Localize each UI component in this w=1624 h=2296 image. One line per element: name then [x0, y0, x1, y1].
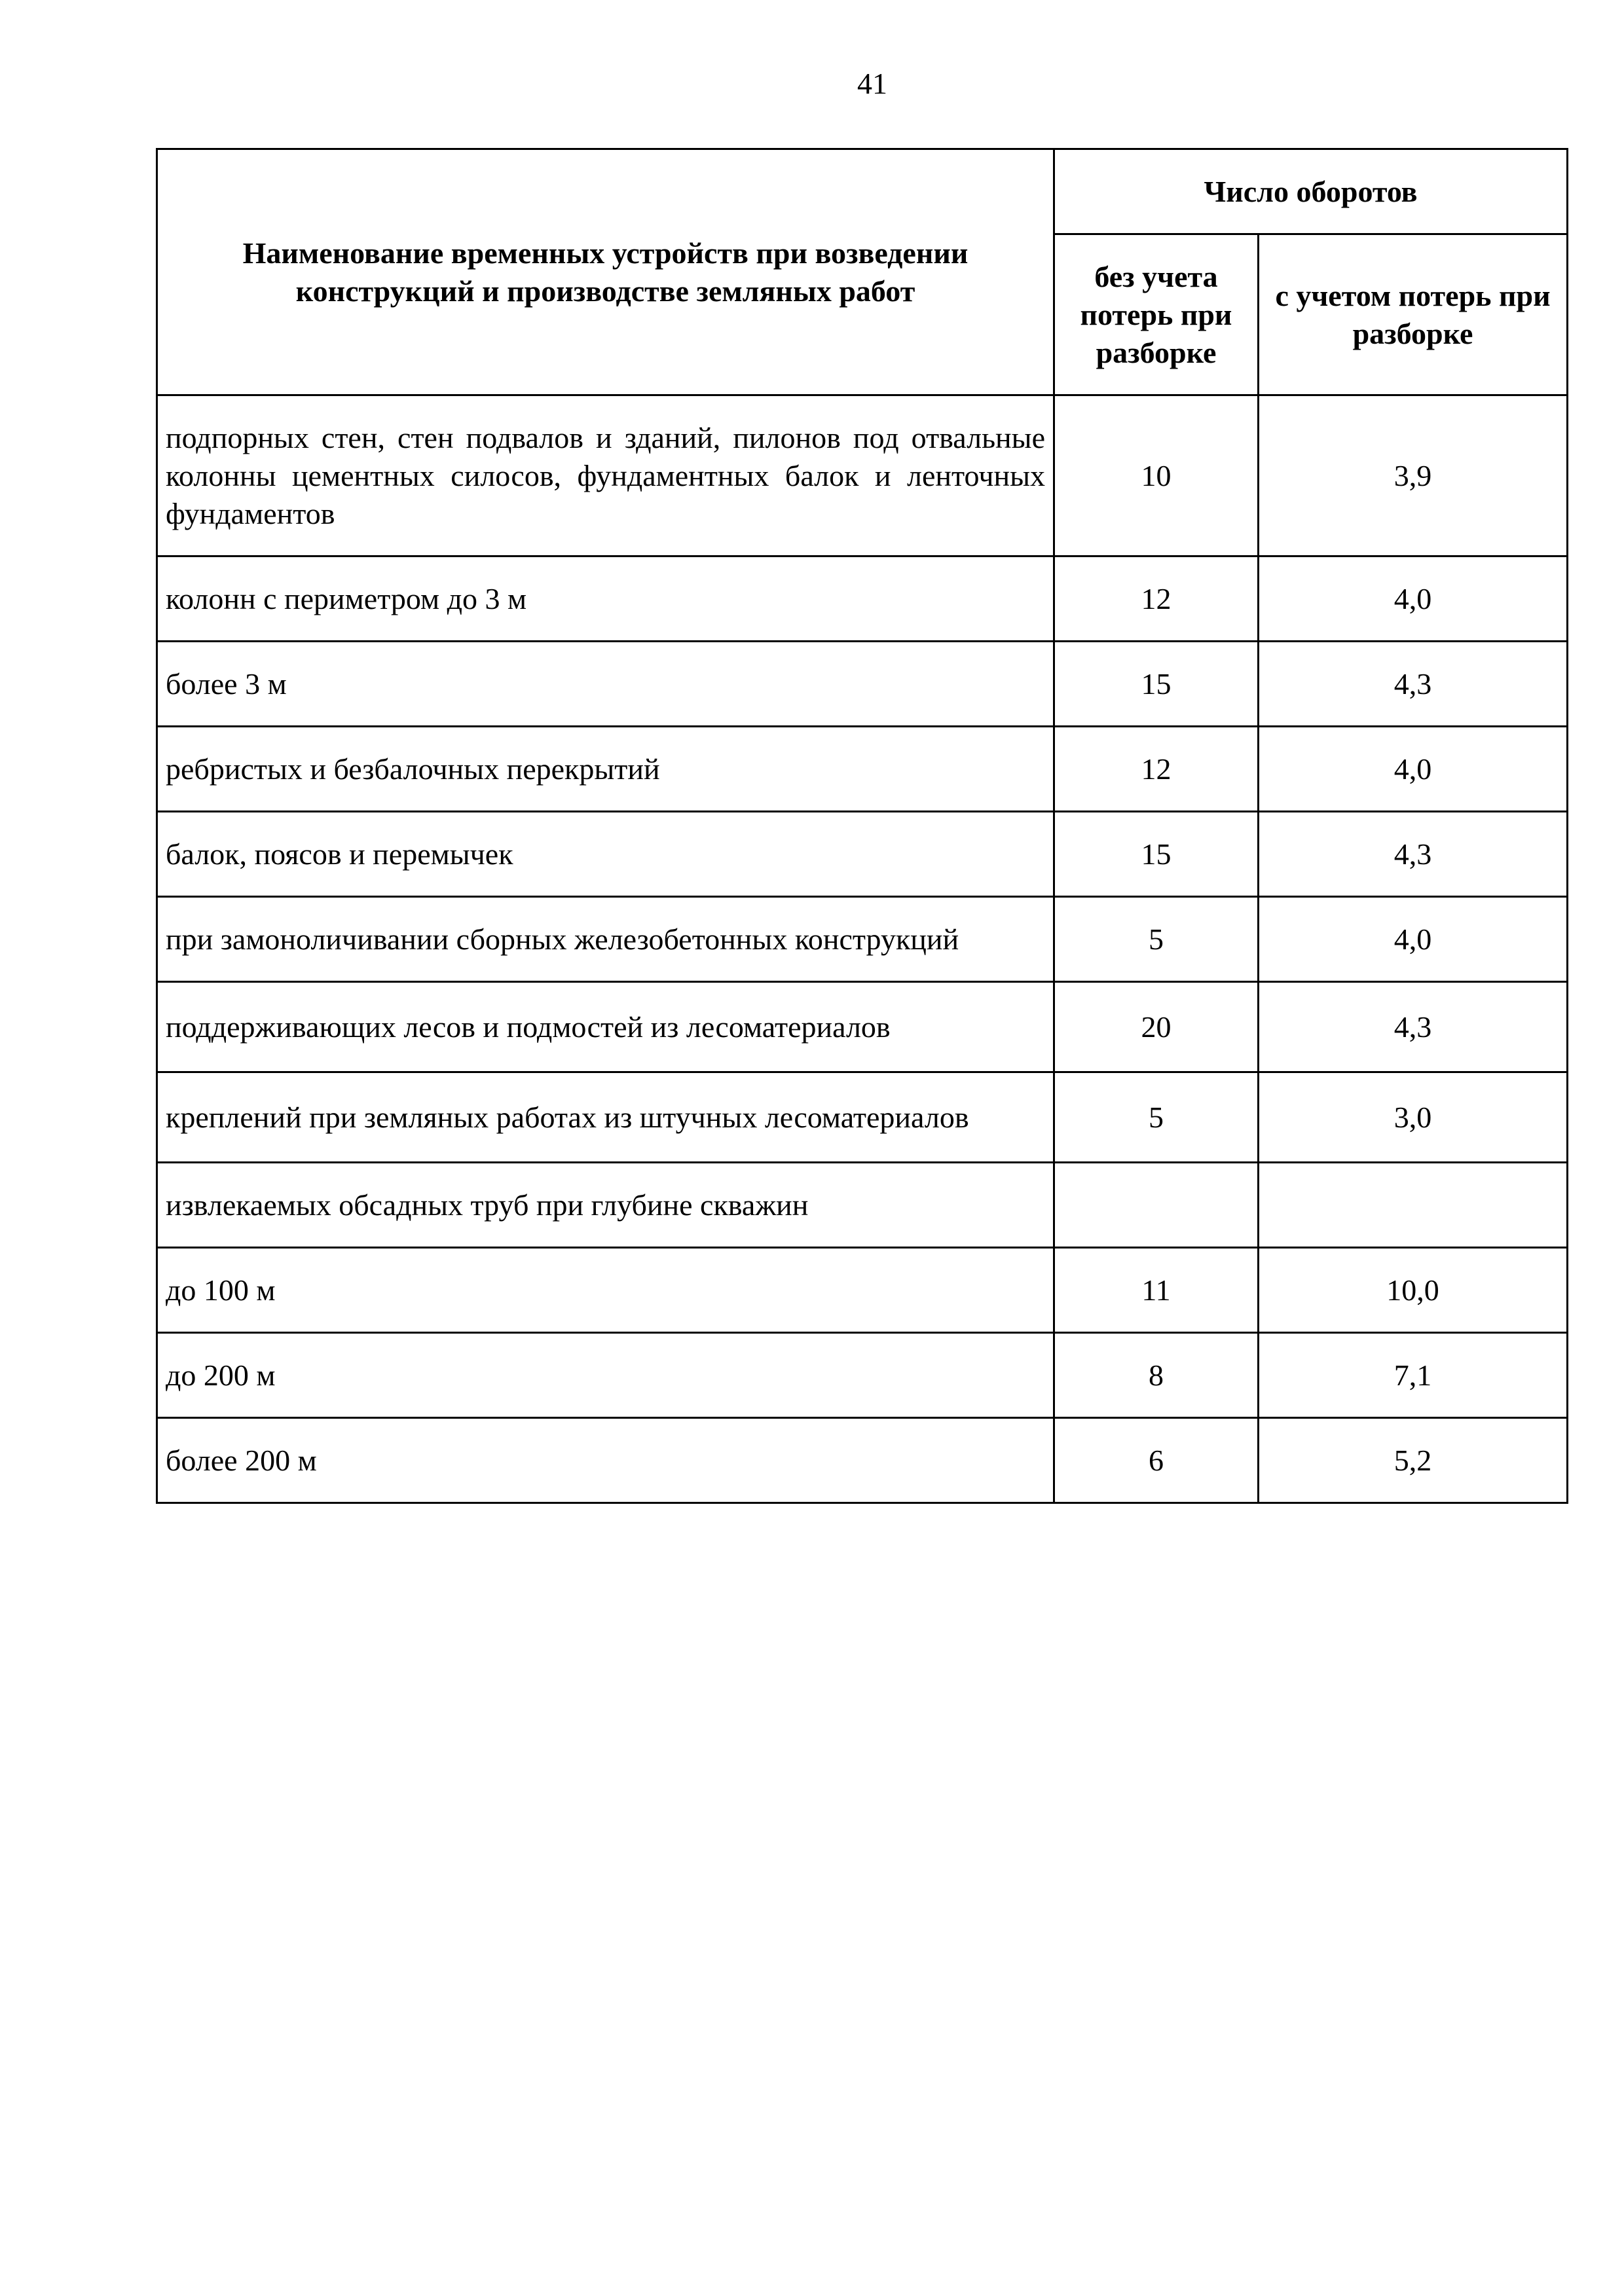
- row-name: до 200 м: [157, 1333, 1054, 1418]
- header-turnover-group: Число оборотов: [1054, 149, 1568, 234]
- row-name: до 100 м: [157, 1248, 1054, 1333]
- row-value-with-losses: 4,3: [1259, 982, 1568, 1072]
- row-value-with-losses: 4,0: [1259, 897, 1568, 982]
- row-value-without-losses: 12: [1054, 556, 1259, 642]
- row-value-with-losses: 3,9: [1259, 395, 1568, 556]
- row-value-with-losses: [1259, 1163, 1568, 1248]
- row-value-with-losses: 3,0: [1259, 1072, 1568, 1163]
- row-value-without-losses: 11: [1054, 1248, 1259, 1333]
- table-row: [157, 897, 1568, 982]
- row-value-without-losses: 8: [1054, 1333, 1259, 1418]
- row-value-without-losses: 10: [1054, 395, 1259, 556]
- header-without-losses: без учета потерь при разборке: [1054, 234, 1259, 395]
- row-name: поддерживающих лесов и подмостей из лесоматериалов: [157, 982, 1054, 1072]
- row-name: более 200 м: [157, 1418, 1054, 1503]
- row-value-with-losses: 10,0: [1259, 1248, 1568, 1333]
- table-row: [157, 1418, 1568, 1503]
- row-value-with-losses: 4,0: [1259, 727, 1568, 812]
- row-value-with-losses: 4,3: [1259, 812, 1568, 897]
- header-with-losses: с учетом потерь при разборке: [1259, 234, 1568, 395]
- row-name: при замоноличивании сборных железобетонных конструкций: [157, 897, 1054, 982]
- table-row: [157, 1163, 1568, 1248]
- row-value-without-losses: 12: [1054, 727, 1259, 812]
- row-value-without-losses: 20: [1054, 982, 1259, 1072]
- table-row: [157, 556, 1568, 642]
- row-name: колонн с периметром до 3 м: [157, 556, 1054, 642]
- table-row: [157, 642, 1568, 727]
- row-value-with-losses: 5,2: [1259, 1418, 1568, 1503]
- row-value-without-losses: 6: [1054, 1418, 1259, 1503]
- row-name: креплений при земляных работах из штучных лесоматериалов: [157, 1072, 1054, 1163]
- table-row: [157, 812, 1568, 897]
- row-name: извлекаемых обсадных труб при глубине скважин: [157, 1163, 1054, 1248]
- row-value-without-losses: 5: [1054, 897, 1259, 982]
- table-row: [157, 1072, 1568, 1163]
- row-value-without-losses: 15: [1054, 642, 1259, 727]
- row-value-without-losses: [1054, 1163, 1259, 1248]
- row-value-without-losses: 15: [1054, 812, 1259, 897]
- row-value-without-losses: 5: [1054, 1072, 1259, 1163]
- table-row: [157, 1333, 1568, 1418]
- row-value-with-losses: 7,1: [1259, 1333, 1568, 1418]
- row-value-with-losses: 4,0: [1259, 556, 1568, 642]
- page-number: 41: [857, 67, 887, 100]
- row-value-with-losses: 4,3: [1259, 642, 1568, 727]
- row-name: подпорных стен, стен подвалов и зданий, пилонов под отвальные колонны цементных силосов, фундаментных балок и ленточных фундаментов: [157, 395, 1054, 556]
- table-row: [157, 727, 1568, 812]
- row-name: ребристых и безбалочных перекрытий: [157, 727, 1054, 812]
- table-row: [157, 1248, 1568, 1333]
- turnover-table: [156, 148, 1568, 1504]
- row-name: балок, поясов и перемычек: [157, 812, 1054, 897]
- table-row: [157, 395, 1568, 556]
- row-name: более 3 м: [157, 642, 1054, 727]
- header-name-column: Наименование временных устройств при возведении конструкций и производстве земляных работ: [157, 149, 1054, 395]
- table-row: [157, 982, 1568, 1072]
